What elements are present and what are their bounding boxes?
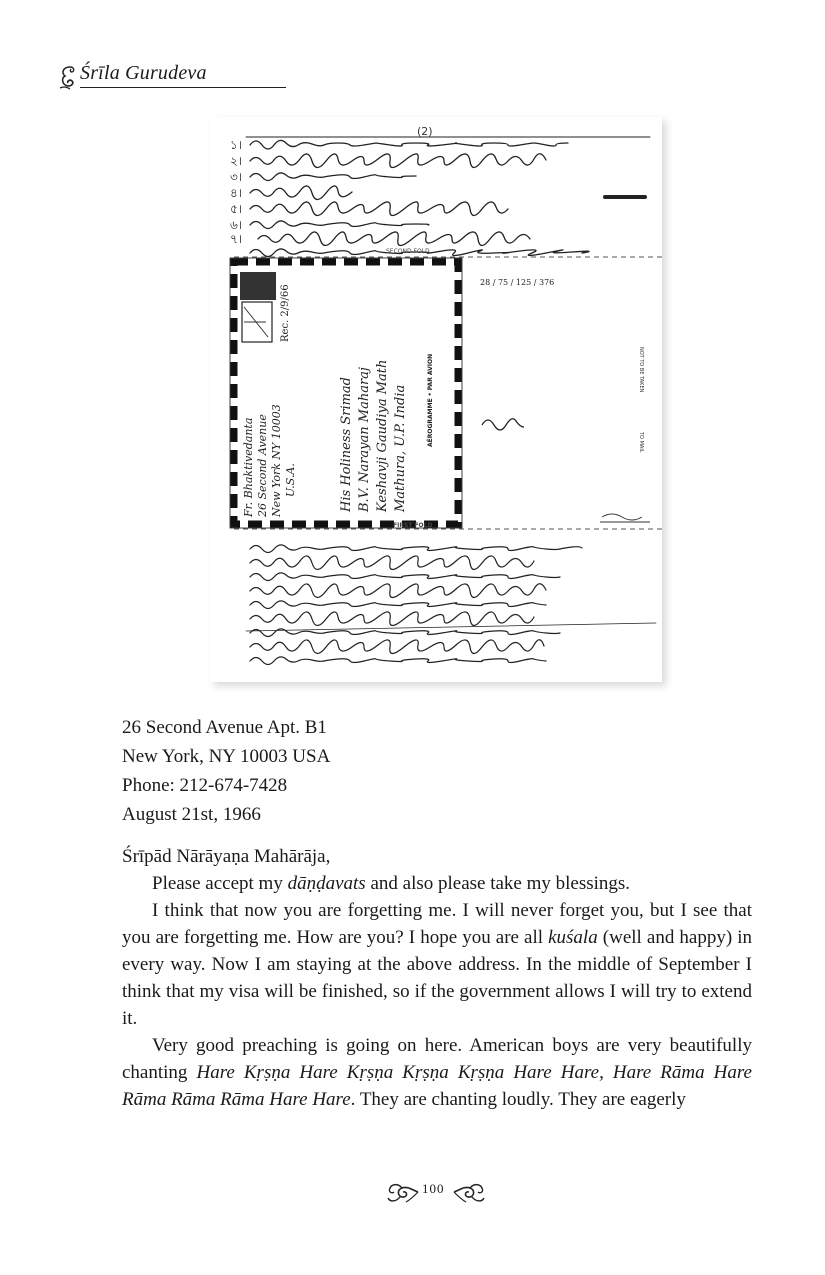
paragraph-2 [122, 897, 752, 1032]
recipient-line: B.V. Narayan Maharaj [357, 367, 372, 512]
letter-body [122, 843, 752, 1113]
corner-scribble [600, 514, 650, 522]
row-number: ৭। [230, 232, 243, 246]
sender-line: New York NY 10003 [270, 404, 283, 517]
text-run: I think that now you are forgetting me. I will never forget you, but I see that you are forgetting me. How are you? I hope you are all [122, 900, 752, 948]
row-number: ৪। [230, 186, 243, 200]
recipient-line: His Holiness Srimad [339, 377, 354, 512]
phone-line: Phone: 212-674-7428 [122, 775, 288, 796]
running-head-rule [80, 87, 286, 88]
paragraph-1 [122, 870, 752, 897]
italic-mantra: Hare Kṛṣṇa Hare Kṛṣṇa Kṛṣṇa Kṛṣṇa Hare Hare, Hare Rāma Hare Rāma Rāma Rāma Hare Hare [122, 1062, 752, 1110]
running-title: Śrīla Gurudeva [80, 62, 207, 84]
italic-term: dāṇḍavats [287, 873, 366, 894]
address-line: New York, NY 10003 USA [122, 746, 331, 767]
page-number-mark: (2) [417, 125, 433, 138]
aerogramme-drawing [210, 117, 662, 682]
recipient-address [339, 360, 408, 513]
recipient-line: Mathura, U.P. India [393, 384, 408, 512]
address-line: 26 Second Avenue Apt. B1 [122, 717, 327, 738]
sender-line: Fr. Bhaktivedanta [242, 417, 255, 517]
row-number: ৬। [230, 218, 243, 232]
sender-address [242, 404, 297, 518]
side-note: TO MAIL [638, 432, 644, 453]
side-note: NOT TO BE TAKEN [638, 347, 644, 393]
text-run: (well and happy) in every way. Now I am staying at the above address. In the middle of September I think that my visa will be finished, so if the government allows I will try to extend it. [122, 927, 752, 1029]
text-run: . They are chanting loudly. They are eagerly [350, 1089, 686, 1110]
row-number: ৫। [230, 202, 243, 216]
fleuron-icon [58, 64, 78, 90]
address-block [122, 713, 330, 829]
left-ornament-icon [386, 1180, 420, 1206]
postmark-note: Rec. 2/9/66 [280, 284, 291, 342]
italic-term: kuśala [548, 927, 598, 948]
sender-line: 26 Second Avenue [256, 414, 269, 517]
page-folio [386, 1180, 486, 1210]
handwriting-top [246, 137, 650, 257]
row-number: ২। [230, 154, 243, 168]
page-number: 100 [422, 1181, 445, 1196]
handwriting-bottom [246, 545, 656, 665]
postage-stamp [240, 272, 276, 342]
margin-note: 28 / 75 / 125 / 376 [480, 278, 555, 287]
recipient-line: Keshavji Gaudiya Math [375, 359, 390, 512]
second-fold-label: SECOND FOLD [386, 248, 430, 255]
row-number: ১। [230, 138, 243, 152]
paragraph-3 [122, 1032, 752, 1113]
text-run: and also please take my blessings. [365, 873, 631, 894]
text-run: Very good preaching is going on here. American boys are very beautifully chanting [122, 1035, 752, 1083]
first-fold-label: FIRST FOLD [393, 522, 433, 529]
date-line: August 21st, 1966 [122, 804, 261, 825]
letter-facsimile [210, 117, 662, 682]
pen-squiggle [482, 419, 524, 430]
text-run: Please accept my [152, 873, 288, 894]
running-head [58, 62, 286, 90]
sender-line: U.S.A. [284, 463, 297, 497]
right-ornament-icon [452, 1180, 486, 1206]
airmail-label: AÉROGRAMME • PAR AVION [427, 353, 434, 447]
salutation: Śrīpād Nārāyaṇa Mahārāja, [122, 846, 331, 867]
row-number: ৩। [230, 170, 243, 184]
